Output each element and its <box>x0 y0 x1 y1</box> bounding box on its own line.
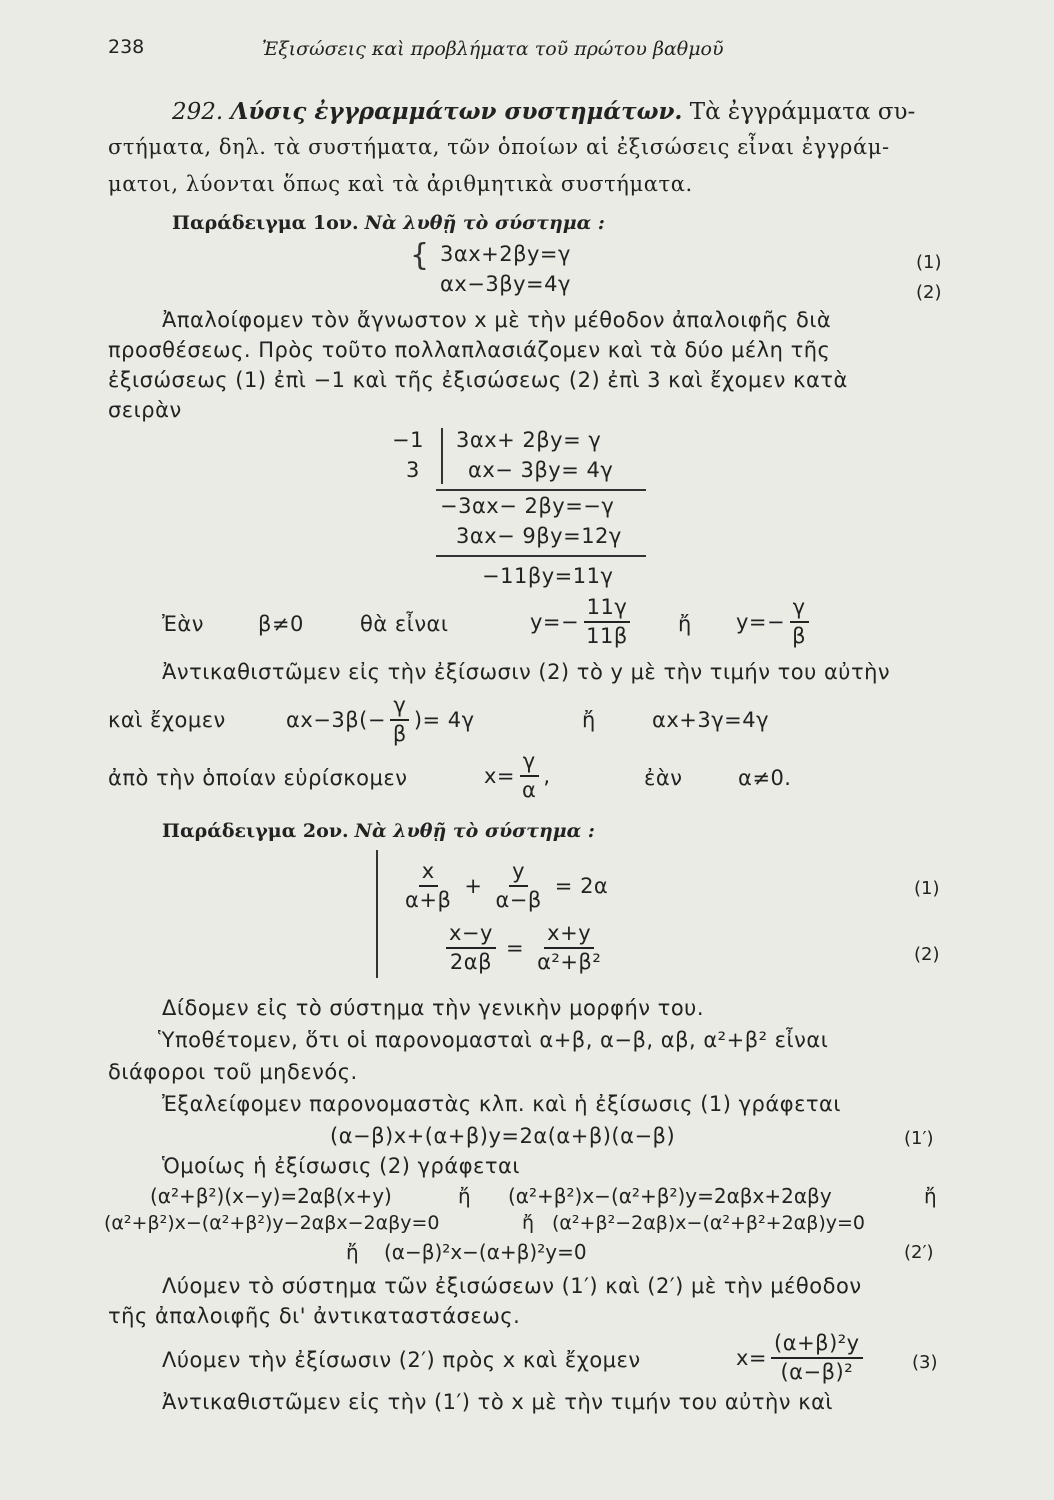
rule-1 <box>436 489 646 491</box>
example2-line-2: Ὑποθέτομεν, ὅτι οἱ παρονομασταὶ α+β, α−β, αβ, α²+β² εἶναι <box>158 1028 829 1052</box>
x-frac-num: (α+β)²y <box>771 1332 863 1359</box>
equation-1-prime: (α−β)x+(α+β)y=2α(α+β)(α−β) <box>330 1124 676 1148</box>
running-title: Ἐξισώσεις καὶ προβλήματα τοῦ πρώτου βαθμοῦ <box>262 38 724 60</box>
frac2-den: β <box>792 624 807 649</box>
or-d: ἤ <box>346 1240 359 1264</box>
system-bracket <box>376 850 378 978</box>
e1-num-1: x <box>419 860 438 887</box>
example1-para-4: σειρὰν <box>108 398 182 422</box>
frac1-den: 11β <box>586 624 628 649</box>
then-text: θὰ εἶναι <box>360 612 449 636</box>
equation-2-prime-number: (2′) <box>904 1242 934 1263</box>
example2-eq2 <box>442 922 608 974</box>
example2-heading-line <box>162 820 595 842</box>
y-eq-label: y=− <box>530 610 580 635</box>
section-intro-3: ματοι, λύονται ὅπως καὶ τὰ ἀριθμητικὰ συστήματα. <box>108 172 693 196</box>
example1-eq2: αx−3βy=4γ <box>440 272 571 296</box>
example1-para-2: προσθέσεως. Πρὸς τοῦτο πολλαπλασιάζομεν καὶ τὰ δύο μέλη τῆς <box>108 338 831 362</box>
e1-den-2: α−β <box>495 888 542 913</box>
x-solution <box>484 750 551 802</box>
example2-eq1-number: (1) <box>914 878 940 899</box>
result-line-2: 3αx− 9βy=12γ <box>456 524 622 548</box>
frac3-den: β <box>392 722 407 747</box>
example1-eq1: 3αx+2βy=γ <box>440 242 571 266</box>
system-line-1: 3αx+ 2βy= γ <box>456 428 602 452</box>
x-frac-den: (α−β)² <box>780 1360 854 1385</box>
e1-den-1: α+β <box>405 888 452 913</box>
y-solution-2 <box>736 596 813 648</box>
section-intro-1: Τὰ ἐγγράμματα συ- <box>689 99 916 125</box>
example2-heading: Παράδειγμα 2ον. <box>162 820 349 842</box>
example2-line-8: Λύομεν τὴν ἐξίσωσιν (2′) πρὸς x καὶ ἔχομεν <box>162 1348 641 1372</box>
result-line-1: −3αx− 2βy=−γ <box>440 494 615 518</box>
equation-c: (α²+β²)x−(α²+β²)y−2αβx−2αβy=0 <box>104 1212 440 1234</box>
x-from-eq-2-prime <box>736 1332 867 1384</box>
comma: , <box>543 764 551 789</box>
example1-eq1-number: (1) <box>916 252 942 273</box>
frac4-num: γ <box>520 750 539 777</box>
example2-line-5: Ὁμοίως ἡ ἐξίσωσις (2) γράφεται <box>162 1154 520 1178</box>
y-solution-1 <box>530 596 635 648</box>
equation-a: (α²+β²)(x−y)=2αβ(x+y) <box>150 1184 392 1208</box>
example1-instruction: Νὰ λυθῇ τὸ σύστημα : <box>364 212 605 234</box>
e1-num-2: y <box>509 860 528 887</box>
equation-d: (α²+β²−2αβ)x−(α²+β²+2αβ)y=0 <box>552 1212 865 1234</box>
frac2-num: γ <box>790 596 809 623</box>
if-text: Ἐὰν <box>162 612 205 636</box>
section-title: Λύσις ἐγγραμμάτων συστημάτων. <box>230 98 683 125</box>
section-number: 292. <box>172 99 224 125</box>
example1-heading: Παράδειγμα 1ον. <box>172 212 359 234</box>
e2-num-2: x+y <box>544 922 594 949</box>
expr-right: )= 4γ <box>413 708 475 733</box>
multiplier-2: 3 <box>406 458 420 482</box>
frac3-num: γ <box>390 694 409 721</box>
multiplier-divider <box>441 428 443 484</box>
or-text: ἤ <box>678 612 692 636</box>
example1-eq2-number: (2) <box>916 282 942 303</box>
or-b: ἤ <box>924 1184 937 1208</box>
example2-instruction: Νὰ λυθῇ τὸ σύστημα : <box>354 820 595 842</box>
example2-line-6: Λύομεν τὸ σύστημα τῶν ἐξισώσεων (1′) καὶ (2′) μὲ τὴν μέθοδον <box>162 1274 862 1298</box>
expression-simplified: αx+3γ=4γ <box>652 708 770 732</box>
example2-eq2-number: (2) <box>914 944 940 965</box>
x-eq-label: x= <box>484 764 516 789</box>
system-line-2: αx− 3βy= 4γ <box>468 458 614 482</box>
condition-beta: β≠0 <box>258 612 304 636</box>
brace-open: { <box>410 238 430 273</box>
substituted-expression <box>286 694 475 746</box>
section-intro-2: στήματα, δηλ. τὰ συστήματα, τῶν ὁποίων αἱ ἐξισώσεις εἶναι ἐγγράμ- <box>108 135 890 159</box>
e2-num-1: x−y <box>446 922 496 949</box>
section-intro-line-1 <box>172 98 915 125</box>
example1-para-1: Ἀπαλοίφομεν τὸν ἄγνωστον x μὲ τὴν μέθοδον ἀπαλοιφῆς διὰ <box>162 308 832 332</box>
frac1-num: 11γ <box>584 596 631 623</box>
and-have: καὶ ἔχομεν <box>108 708 226 732</box>
if-text-2: ἐὰν <box>644 766 683 790</box>
condition-alpha: α≠0. <box>738 766 792 790</box>
equation-e: (α−β)²x−(α+β)²y=0 <box>384 1240 587 1264</box>
or-a: ἤ <box>458 1184 471 1208</box>
example2-line-1: Δίδομεν εἰς τὸ σύστημα τὴν γενικὴν μορφήν του. <box>162 996 705 1020</box>
expr-left: αx−3β(− <box>286 708 386 733</box>
rule-2 <box>436 555 646 557</box>
example2-line-4: Ἐξαλείφομεν παρονομαστὰς κλπ. καὶ ἡ ἐξίσωσις (1) γράφεται <box>162 1092 842 1116</box>
frac4-den: α <box>522 778 537 803</box>
multiplier-1: −1 <box>392 428 424 452</box>
or-c: ἤ <box>522 1212 535 1234</box>
example2-eq1 <box>398 860 608 912</box>
page-number: 238 <box>108 36 145 58</box>
e2-den-2: α²+β² <box>537 950 602 975</box>
y-eq2-label: y=− <box>736 610 786 635</box>
from-which: ἀπὸ τὴν ὁποίαν εὑρίσκομεν <box>108 766 408 790</box>
e2-equals: = <box>505 936 525 961</box>
equation-b: (α²+β²)x−(α²+β²)y=2αβx+2αβy <box>508 1184 832 1208</box>
e1-plus: + <box>464 874 483 899</box>
substitute-line: Ἀντικαθιστῶμεν εἰς τὴν ἐξίσωσιν (2) τὸ y μὲ τὴν τιμήν του αὐτὴν <box>162 660 891 684</box>
equation-3-number: (3) <box>912 1352 938 1373</box>
example2-line-9: Ἀντικαθιστῶμεν εἰς τὴν (1′) τὸ x μὲ τὴν τιμήν του αὐτὴν καὶ <box>162 1390 834 1414</box>
e2-den-1: 2αβ <box>449 950 493 975</box>
example1-heading-line <box>172 212 605 234</box>
sum-line: −11βy=11γ <box>482 564 614 588</box>
or-text-2: ἤ <box>582 708 596 732</box>
equation-1-prime-number: (1′) <box>904 1128 934 1149</box>
e1-rhs: = 2α <box>554 874 609 899</box>
example2-line-7: τῆς ἀπαλοιφῆς δι' ἀντικαταστάσεως. <box>108 1304 521 1328</box>
example2-line-3: διάφοροι τοῦ μηδενός. <box>108 1060 358 1084</box>
x-eq-label-2: x= <box>736 1346 768 1371</box>
example1-para-3: ἐξισώσεως (1) ἐπὶ −1 καὶ τῆς ἐξισώσεως (2) ἐπὶ 3 καὶ ἔχομεν κατὰ <box>108 368 848 392</box>
